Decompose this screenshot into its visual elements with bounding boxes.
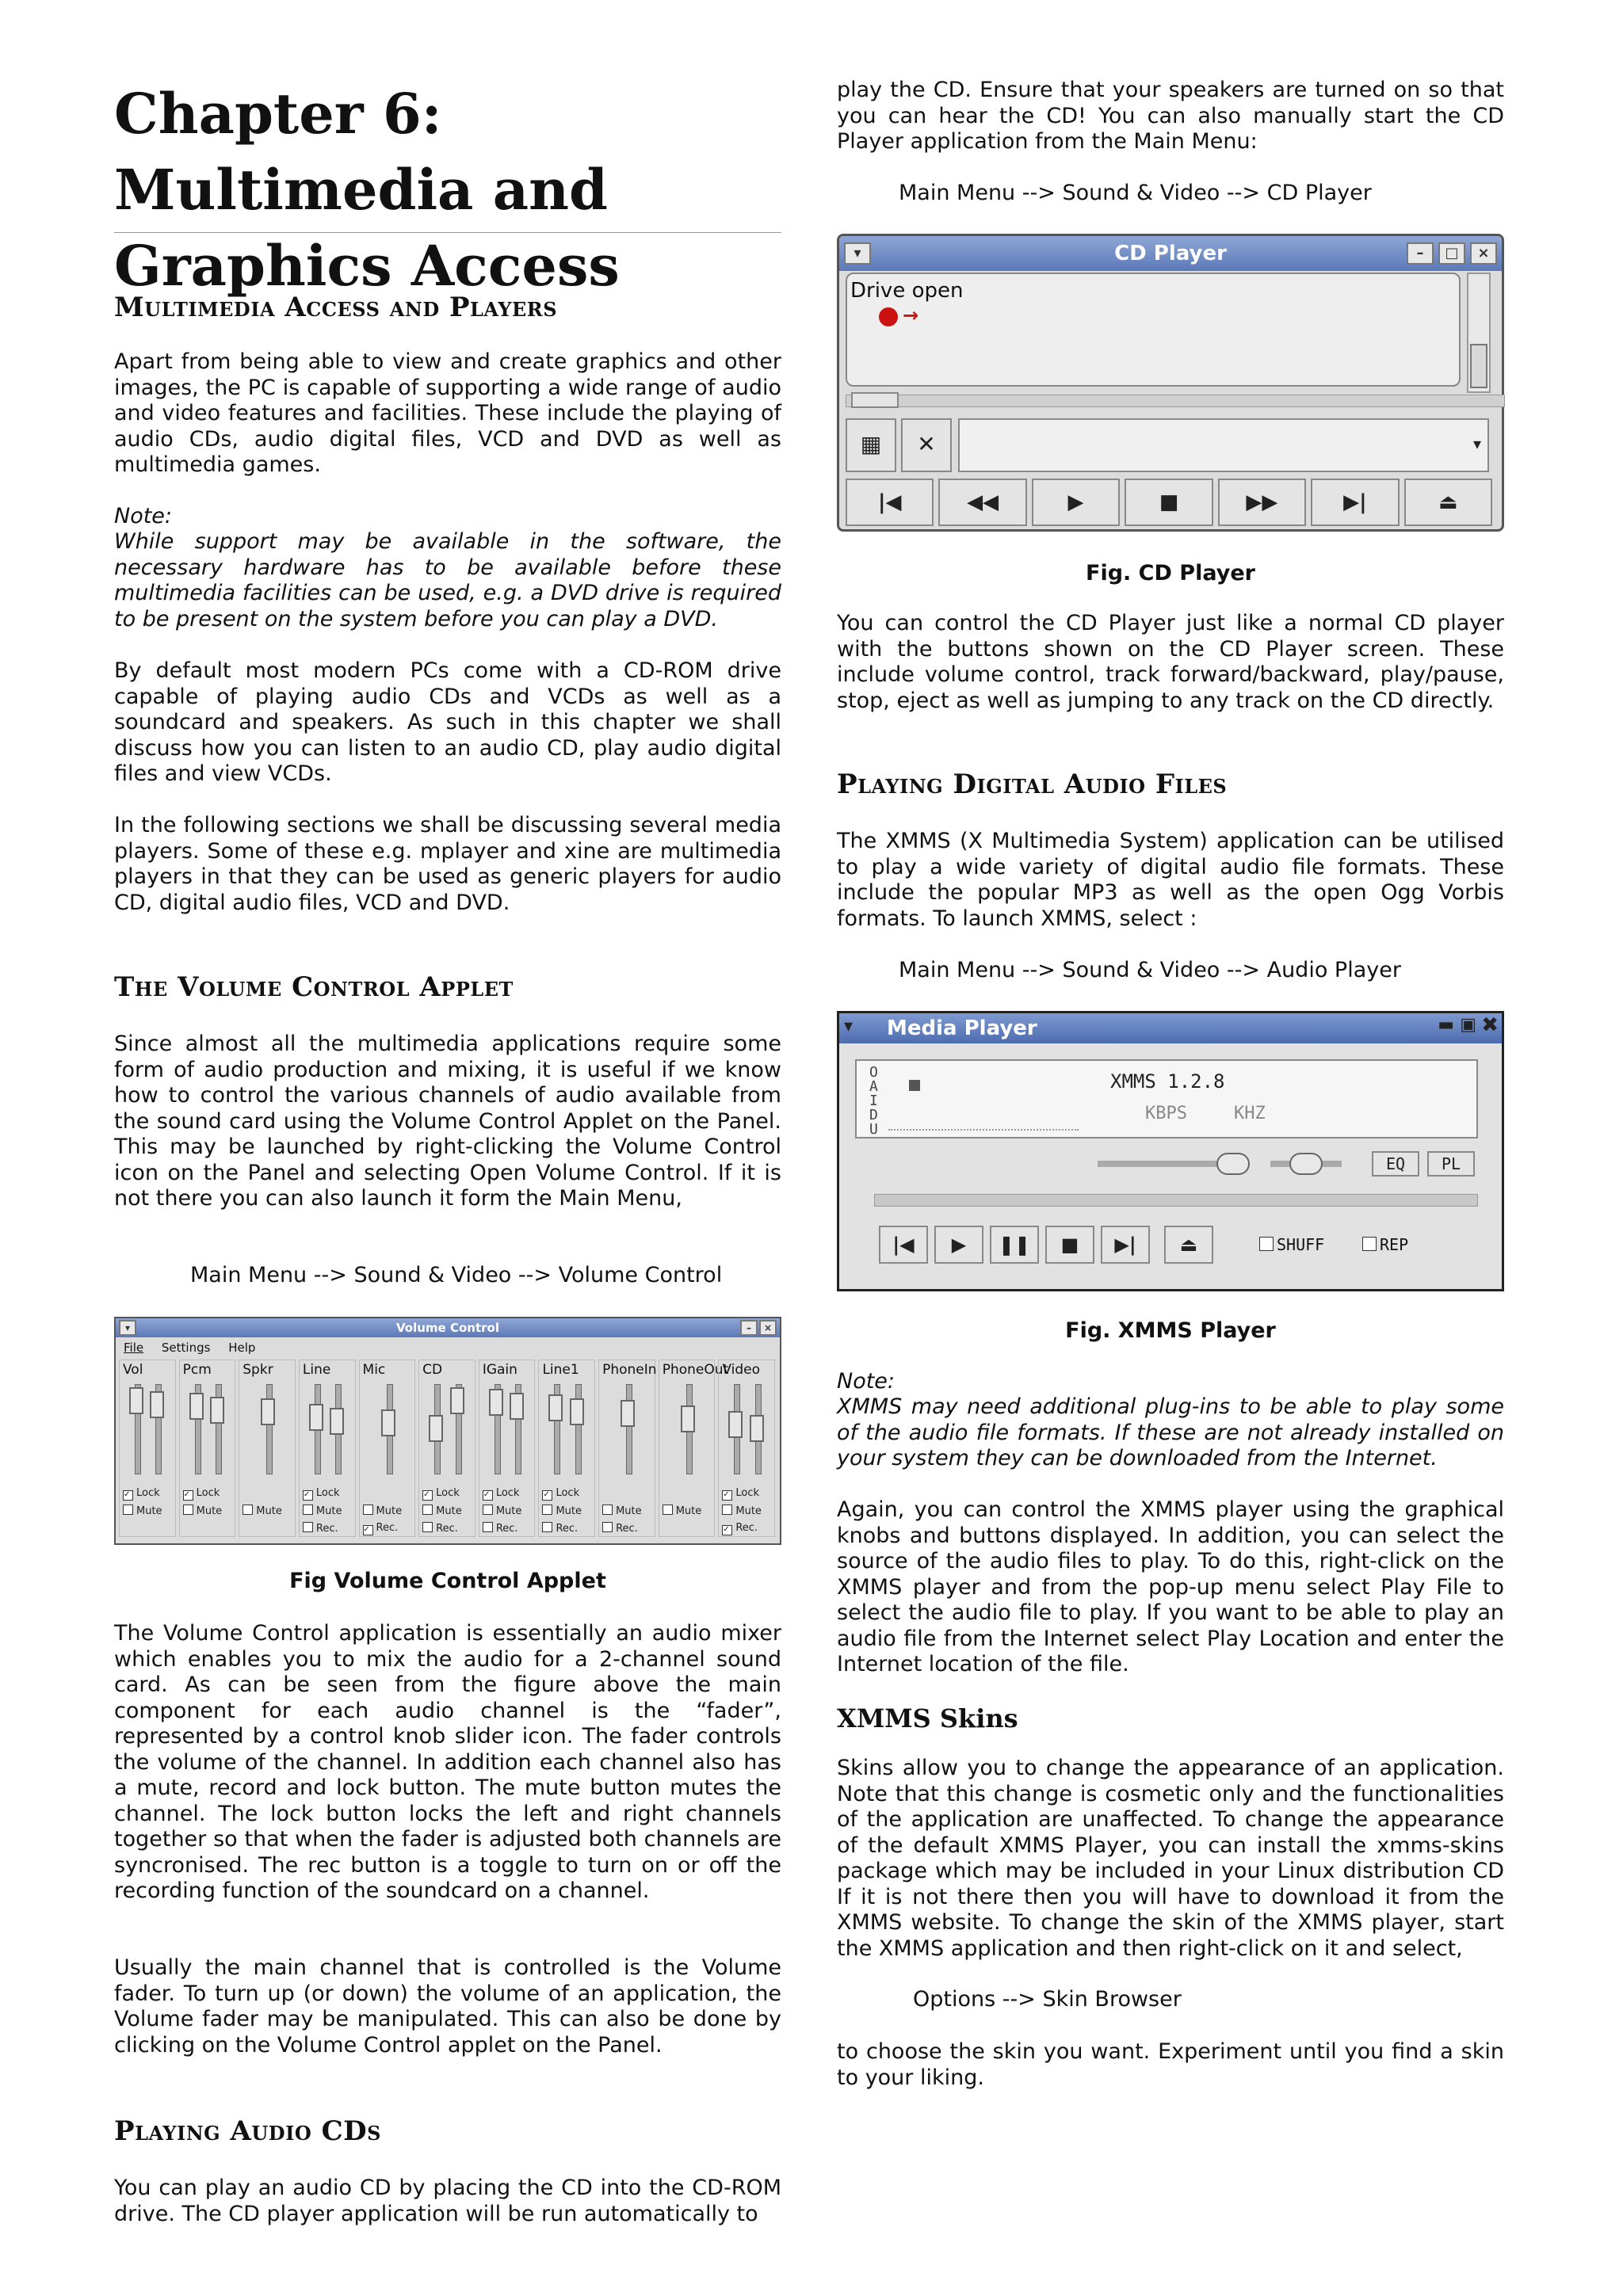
arrow-right-icon: → (903, 304, 919, 326)
track-select-dropdown[interactable] (958, 418, 1489, 472)
checkbox[interactable] (663, 1505, 673, 1515)
checkbox[interactable]: ✓ (422, 1490, 433, 1501)
rec-label: Rec. (735, 1522, 758, 1534)
channel-label: PhoneIn (602, 1362, 657, 1378)
volume-control-window (114, 1317, 781, 1545)
fader-knob[interactable] (330, 1408, 344, 1435)
visualizer (888, 1129, 1079, 1131)
lock-label: Lock (196, 1487, 220, 1499)
figure-caption-xmms: Fig. XMMS Player (1065, 1318, 1276, 1343)
checkbox[interactable]: ✓ (483, 1490, 493, 1501)
fader-knob[interactable] (261, 1398, 275, 1425)
pl-button[interactable]: PL (1427, 1151, 1475, 1177)
checkbox[interactable]: ✓ (542, 1490, 552, 1501)
menu-file[interactable]: File (124, 1341, 144, 1355)
mute-label: Mute (376, 1505, 403, 1517)
paragraph: Since almost all the multimedia applications require some form of audio production and mixing, it is useful if we know how to control the various channels of audio available from the sound card using the Volume Control Applet on the Panel. This may be launched by right-clicking the Volume Control icon on the Panel and selecting Open Volume Control. If it is not there you can also launch it form the Main Menu, (114, 1032, 781, 1211)
xmms-transport-buttons (879, 1226, 1243, 1267)
channel-label: Vol (123, 1362, 143, 1378)
rec-label: Rec. (495, 1523, 518, 1535)
paragraph: By default most modern PCs come with a CD-ROM drive capable of playing audio CDs and VCDs as well as a soundcard and speakers. As such in this chapter we shall discuss how you can listen to an audio CD, play audio digital files and view VCDs. (114, 658, 781, 786)
xmms-side-letters: O A I D U (869, 1064, 878, 1138)
channel-label: CD (422, 1362, 443, 1378)
xmms-titlebar (839, 1013, 1502, 1043)
fader-knob[interactable] (189, 1393, 204, 1420)
lock-toggle[interactable] (123, 1487, 160, 1501)
rec-label: Rec. (616, 1523, 638, 1535)
fader-knob[interactable] (489, 1389, 503, 1416)
menu-settings[interactable]: Settings (161, 1341, 211, 1355)
mute-label: Mute (196, 1505, 223, 1517)
mute-label: Mute (495, 1505, 522, 1517)
mute-toggle[interactable] (722, 1505, 762, 1517)
next-track-icon[interactable]: ▶| (1311, 479, 1399, 526)
stop-icon[interactable]: ■ (1045, 1226, 1094, 1264)
position-knob[interactable] (851, 392, 899, 408)
rec-label: Rec. (376, 1522, 399, 1534)
channel-label: Video (722, 1362, 760, 1378)
heading-xmms-skins: XMMS Skins (837, 1703, 1018, 1733)
checkbox[interactable] (303, 1522, 313, 1532)
next-track-icon[interactable]: ▶| (1101, 1226, 1150, 1264)
lock-label: Lock (495, 1487, 520, 1499)
playlist-icon[interactable]: ▦ (846, 418, 896, 472)
mute-label: Mute (556, 1505, 582, 1517)
checkbox[interactable] (303, 1505, 313, 1515)
chapter-title: Chapter 6: Multimedia and Graphics Access (114, 81, 620, 299)
checkbox[interactable]: ✓ (183, 1490, 193, 1501)
rec-toggle[interactable] (363, 1522, 399, 1535)
play-icon[interactable]: ▶ (1032, 479, 1120, 526)
channel-cd (418, 1360, 475, 1537)
mute-toggle[interactable] (363, 1505, 403, 1517)
xmms-version: XMMS 1.2.8 (1110, 1070, 1225, 1093)
volume-channels (119, 1360, 778, 1540)
rec-toggle[interactable] (483, 1522, 518, 1535)
heading-audio-cds: Playing Audio CDs (114, 2115, 381, 2147)
note-label: Note: (837, 1369, 896, 1394)
fader-knob[interactable] (570, 1398, 584, 1425)
pause-icon[interactable]: ❚❚ (990, 1226, 1039, 1264)
rec-toggle[interactable] (303, 1522, 338, 1535)
khz-label: KHZ (1234, 1104, 1266, 1123)
checkbox[interactable]: ✓ (363, 1525, 373, 1535)
rec-toggle[interactable] (422, 1522, 458, 1535)
cd-status: Drive open (850, 279, 964, 303)
channel-label: Line1 (542, 1362, 579, 1378)
kbps-label: KBPS (1145, 1104, 1187, 1123)
eject-icon[interactable]: ⏏ (1404, 479, 1492, 526)
note-text: While support may be available in the software, the necessary hardware has to be available before these multimedia facilities can be used, e.g. a DVD drive is required to be present on the system before you can play a DVD. (114, 529, 781, 631)
paragraph: The XMMS (X Multimedia System) application can be utilised to play a wide variety of digital audio file formats. These include the popular MP3 as well as the open Ogg Vorbis formats. To launch XMMS, select : (837, 829, 1504, 931)
stop-indicator-icon (909, 1080, 920, 1091)
channel-line1 (538, 1360, 595, 1537)
paragraph: Apart from being able to view and create graphics and other images, the PC is capable of supporting a wide range of audio and video features and facilities. These include the playing of audio CDs, audio digital files, VCD and DVD as well as multimedia games. (114, 349, 781, 477)
record-indicator-icon (879, 307, 898, 326)
balance-bar[interactable] (1270, 1161, 1342, 1167)
seek-bar[interactable] (874, 1194, 1478, 1207)
rec-label: Rec. (556, 1523, 579, 1535)
fader-knob[interactable] (548, 1394, 563, 1421)
balance-knob[interactable] (1289, 1153, 1323, 1175)
channel-label: Pcm (182, 1362, 212, 1378)
volume-menubar (124, 1341, 255, 1355)
menu-path-skin: Options --> Skin Browser (913, 1987, 1182, 2012)
mute-label: Mute (436, 1505, 462, 1517)
channel-label: PhoneOut (662, 1362, 729, 1378)
channel-phonein (598, 1360, 655, 1537)
paragraph: play the CD. Ensure that your speakers are turned on so that you can hear the CD! You can also manually start the CD Player application from the Main Menu: (837, 78, 1504, 154)
checkbox[interactable] (602, 1522, 613, 1532)
fader-knob[interactable] (381, 1409, 395, 1436)
lock-toggle[interactable] (542, 1487, 579, 1501)
volume-slider[interactable] (1467, 273, 1491, 393)
stop-icon[interactable]: ■ (1125, 479, 1212, 526)
previous-track-icon[interactable]: |◀ (879, 1226, 928, 1264)
mute-toggle[interactable] (663, 1505, 702, 1517)
checkbox[interactable] (542, 1522, 552, 1532)
fader-knob[interactable] (681, 1405, 695, 1432)
paragraph: You can control the CD Player just like a normal CD player with the buttons shown on the CD Player screen. These include volume control, track forward/backward, play/pause, stop, eject as well as jumping to any track on the CD directly. (837, 611, 1504, 713)
previous-track-icon[interactable]: |◀ (846, 479, 934, 526)
paragraph: to choose the skin you want. Experiment until you find a skin to your liking. (837, 2039, 1504, 2090)
mute-toggle[interactable] (242, 1505, 282, 1517)
fader-knob[interactable] (510, 1393, 524, 1420)
tools-icon[interactable]: ✕ (901, 418, 952, 472)
heading-volume-control: The Volume Control Applet (114, 971, 514, 1003)
channel-label: Mic (362, 1362, 386, 1378)
mute-label: Mute (735, 1505, 762, 1517)
heading-digital-audio: Playing Digital Audio Files (837, 769, 1228, 800)
volume-bar[interactable] (1098, 1161, 1248, 1167)
eq-button[interactable]: EQ (1372, 1151, 1419, 1177)
note-text: XMMS may need additional plug-ins to be able to play some of the audio file formats. If these are not already installed on your system they can be downloaded from the Internet. (837, 1394, 1504, 1470)
figure-caption-cd: Fig. CD Player (1086, 561, 1255, 585)
fader-knob[interactable] (210, 1397, 224, 1424)
channel-spkr (239, 1360, 296, 1537)
checkbox[interactable]: ✓ (722, 1490, 732, 1501)
channel-vol (119, 1360, 176, 1537)
fader-knob[interactable] (750, 1415, 764, 1442)
fader-knob[interactable] (429, 1415, 443, 1442)
play-icon[interactable]: ▶ (934, 1226, 983, 1264)
lock-label: Lock (556, 1487, 580, 1499)
window-menu-icon[interactable]: ▾ (844, 242, 871, 265)
channel-label: IGain (482, 1362, 517, 1378)
volume-knob[interactable] (1216, 1153, 1250, 1175)
mute-toggle[interactable] (602, 1505, 642, 1517)
menu-path-volume: Main Menu --> Sound & Video --> Volume Control (190, 1263, 723, 1287)
fader-knob[interactable] (450, 1387, 464, 1414)
checkbox[interactable] (722, 1505, 732, 1515)
chevron-down-icon: ▾ (1472, 434, 1481, 453)
mute-label: Mute (315, 1505, 342, 1517)
xmms-window (837, 1011, 1504, 1291)
repeat-toggle[interactable] (1362, 1235, 1408, 1254)
rec-toggle[interactable] (602, 1522, 638, 1535)
paragraph: The Volume Control application is essentially an audio mixer which enables you to mix the audio for a 2-channel sound card. As can be seen from the figure above the main component for each audio channel is the “fader”, represented by a control knob slider icon. The fader controls the volume of the channel. In addition each channel also has a mute, record and lock button. The mute button mutes the channel. The lock button locks the left and right channels together so that when the fader is adjusted both channels are syncronised. The rec button is a toggle to turn on or off the recording function of the soundcard on a channel. (114, 1621, 781, 1903)
checkbox[interactable] (542, 1505, 552, 1515)
paragraph: In the following sections we shall be discussing several media players. Some of these e.g. mplayer and xine are multimedia players in that they can be used as generic players for audio CD, digital audio files, VCD and DVD. (114, 813, 781, 915)
paragraph: Again, you can control the XMMS player using the graphical knobs and buttons displayed. In addition, you can select the source of the audio files to play. To do this, right-click on the XMMS player and from the pop-up menu select Play File to select the audio file to play. If you want to be able to play an audio file from the Internet select Play Location and enter the Internet location of the file. (837, 1497, 1504, 1676)
volume-slider-knob[interactable] (1470, 344, 1487, 388)
menu-help[interactable]: Help (228, 1341, 256, 1355)
cd-titlebar (839, 236, 1502, 271)
fader-knob[interactable] (150, 1391, 164, 1418)
checkbox[interactable] (363, 1505, 373, 1515)
mute-toggle[interactable] (183, 1505, 223, 1517)
mute-toggle[interactable] (483, 1505, 522, 1517)
checkbox[interactable] (602, 1505, 613, 1515)
checkbox[interactable]: ✓ (123, 1490, 133, 1501)
fader-track[interactable] (626, 1384, 632, 1474)
rec-label: Rec. (315, 1523, 338, 1535)
close-icon[interactable]: × (1470, 242, 1497, 265)
mute-label: Mute (675, 1505, 702, 1517)
mute-label: Mute (256, 1505, 282, 1517)
repeat-checkbox[interactable] (1362, 1237, 1377, 1251)
maximize-icon[interactable]: ▣ (1460, 1015, 1476, 1035)
checkbox[interactable] (422, 1505, 433, 1515)
volume-window-title: Volume Control (396, 1321, 499, 1335)
checkbox[interactable] (422, 1522, 433, 1532)
paragraph: You can play an audio CD by placing the CD into the CD-ROM drive. The CD player application will be run automatically to (114, 2176, 781, 2226)
volume-titlebar (116, 1318, 780, 1337)
fader-knob[interactable] (621, 1400, 635, 1427)
lock-toggle[interactable] (303, 1487, 340, 1501)
title-divider (114, 232, 781, 233)
checkbox[interactable] (483, 1505, 493, 1515)
channel-phoneout (659, 1360, 729, 1537)
fast-forward-icon[interactable]: ▶▶ (1218, 479, 1306, 526)
shuffle-checkbox[interactable] (1259, 1237, 1274, 1251)
xmms-display (855, 1059, 1478, 1138)
close-icon[interactable]: ✖ (1481, 1013, 1499, 1037)
mute-label: Mute (136, 1505, 162, 1517)
mute-toggle[interactable] (422, 1505, 462, 1517)
heading-multimedia-access: Multimedia Access and Players (114, 292, 558, 323)
channel-igain (479, 1360, 536, 1537)
checkbox[interactable] (123, 1505, 133, 1515)
cd-transport-buttons (846, 479, 1497, 528)
track-position-slider[interactable] (846, 395, 1505, 407)
repeat-label: REP (1380, 1235, 1409, 1254)
minimize-icon[interactable]: – (740, 1320, 758, 1336)
fader-knob[interactable] (728, 1411, 743, 1438)
figure-caption-volume: Fig Volume Control Applet (289, 1569, 606, 1593)
window-menu-icon[interactable]: ▾ (119, 1320, 136, 1336)
mute-label: Mute (616, 1505, 642, 1517)
lock-toggle[interactable] (722, 1487, 759, 1501)
window-menu-icon[interactable]: ▾ (844, 1016, 854, 1036)
shuffle-toggle[interactable] (1259, 1235, 1324, 1254)
lock-label: Lock (136, 1487, 160, 1499)
channel-mic (359, 1360, 416, 1537)
cd-display (846, 273, 1461, 387)
fader-knob[interactable] (129, 1387, 143, 1414)
maximize-icon[interactable]: □ (1438, 242, 1465, 265)
checkbox[interactable] (483, 1522, 493, 1532)
paragraph: Skins allow you to change the appearance of an application. Note that this change is cosmetic only and the functionalities of the application are unaffected. To change the appearance of the default XMMS Player, you can install the xmms-skins package which may be included in your Linux distribution CD If it is not there then you will have to download it from the XMMS website. To change the skin of the XMMS player, start the XMMS application and then right-click on it and select, (837, 1756, 1504, 1961)
rec-toggle[interactable] (722, 1522, 758, 1535)
minimize-icon[interactable]: – (1407, 242, 1434, 265)
checkbox[interactable] (183, 1505, 193, 1515)
mute-toggle[interactable] (303, 1505, 342, 1517)
checkbox[interactable] (242, 1505, 253, 1515)
mute-toggle[interactable] (542, 1505, 582, 1517)
cd-player-window (837, 234, 1504, 532)
menu-path-cd: Main Menu --> Sound & Video --> CD Player (899, 181, 1372, 205)
lock-label: Lock (735, 1487, 760, 1499)
xmms-window-title: Media Player (887, 1016, 1037, 1040)
paragraph: Usually the main channel that is controlled is the Volume fader. To turn up (or down) the volume of an application, the Volume fader may be manipulated. This can also be done by clicking on the Volume Control applet on the Panel. (114, 1955, 781, 2058)
lock-toggle[interactable] (183, 1487, 220, 1501)
channel-video (718, 1360, 775, 1537)
shuffle-label: SHUFF (1277, 1235, 1325, 1254)
close-icon[interactable]: × (759, 1320, 777, 1336)
lock-label: Lock (315, 1487, 340, 1499)
lock-toggle[interactable] (422, 1487, 460, 1501)
checkbox[interactable]: ✓ (722, 1525, 732, 1535)
channel-label: Spkr (242, 1362, 273, 1378)
menu-path-audio: Main Menu --> Sound & Video --> Audio Player (899, 958, 1401, 982)
note-label: Note: (114, 504, 173, 528)
checkbox[interactable]: ✓ (303, 1490, 313, 1501)
cd-window-title: CD Player (1114, 242, 1227, 265)
minimize-icon[interactable]: ▬ (1438, 1015, 1454, 1035)
eject-icon[interactable]: ⏏ (1164, 1226, 1213, 1264)
rewind-icon[interactable]: ◀◀ (938, 479, 1026, 526)
fader-knob[interactable] (309, 1404, 323, 1431)
channel-line (299, 1360, 356, 1537)
lock-toggle[interactable] (483, 1487, 520, 1501)
lock-label: Lock (436, 1487, 460, 1499)
mute-toggle[interactable] (123, 1505, 162, 1517)
channel-label: Line (302, 1362, 331, 1378)
rec-toggle[interactable] (542, 1522, 578, 1535)
rec-label: Rec. (436, 1523, 458, 1535)
channel-pcm (179, 1360, 236, 1537)
